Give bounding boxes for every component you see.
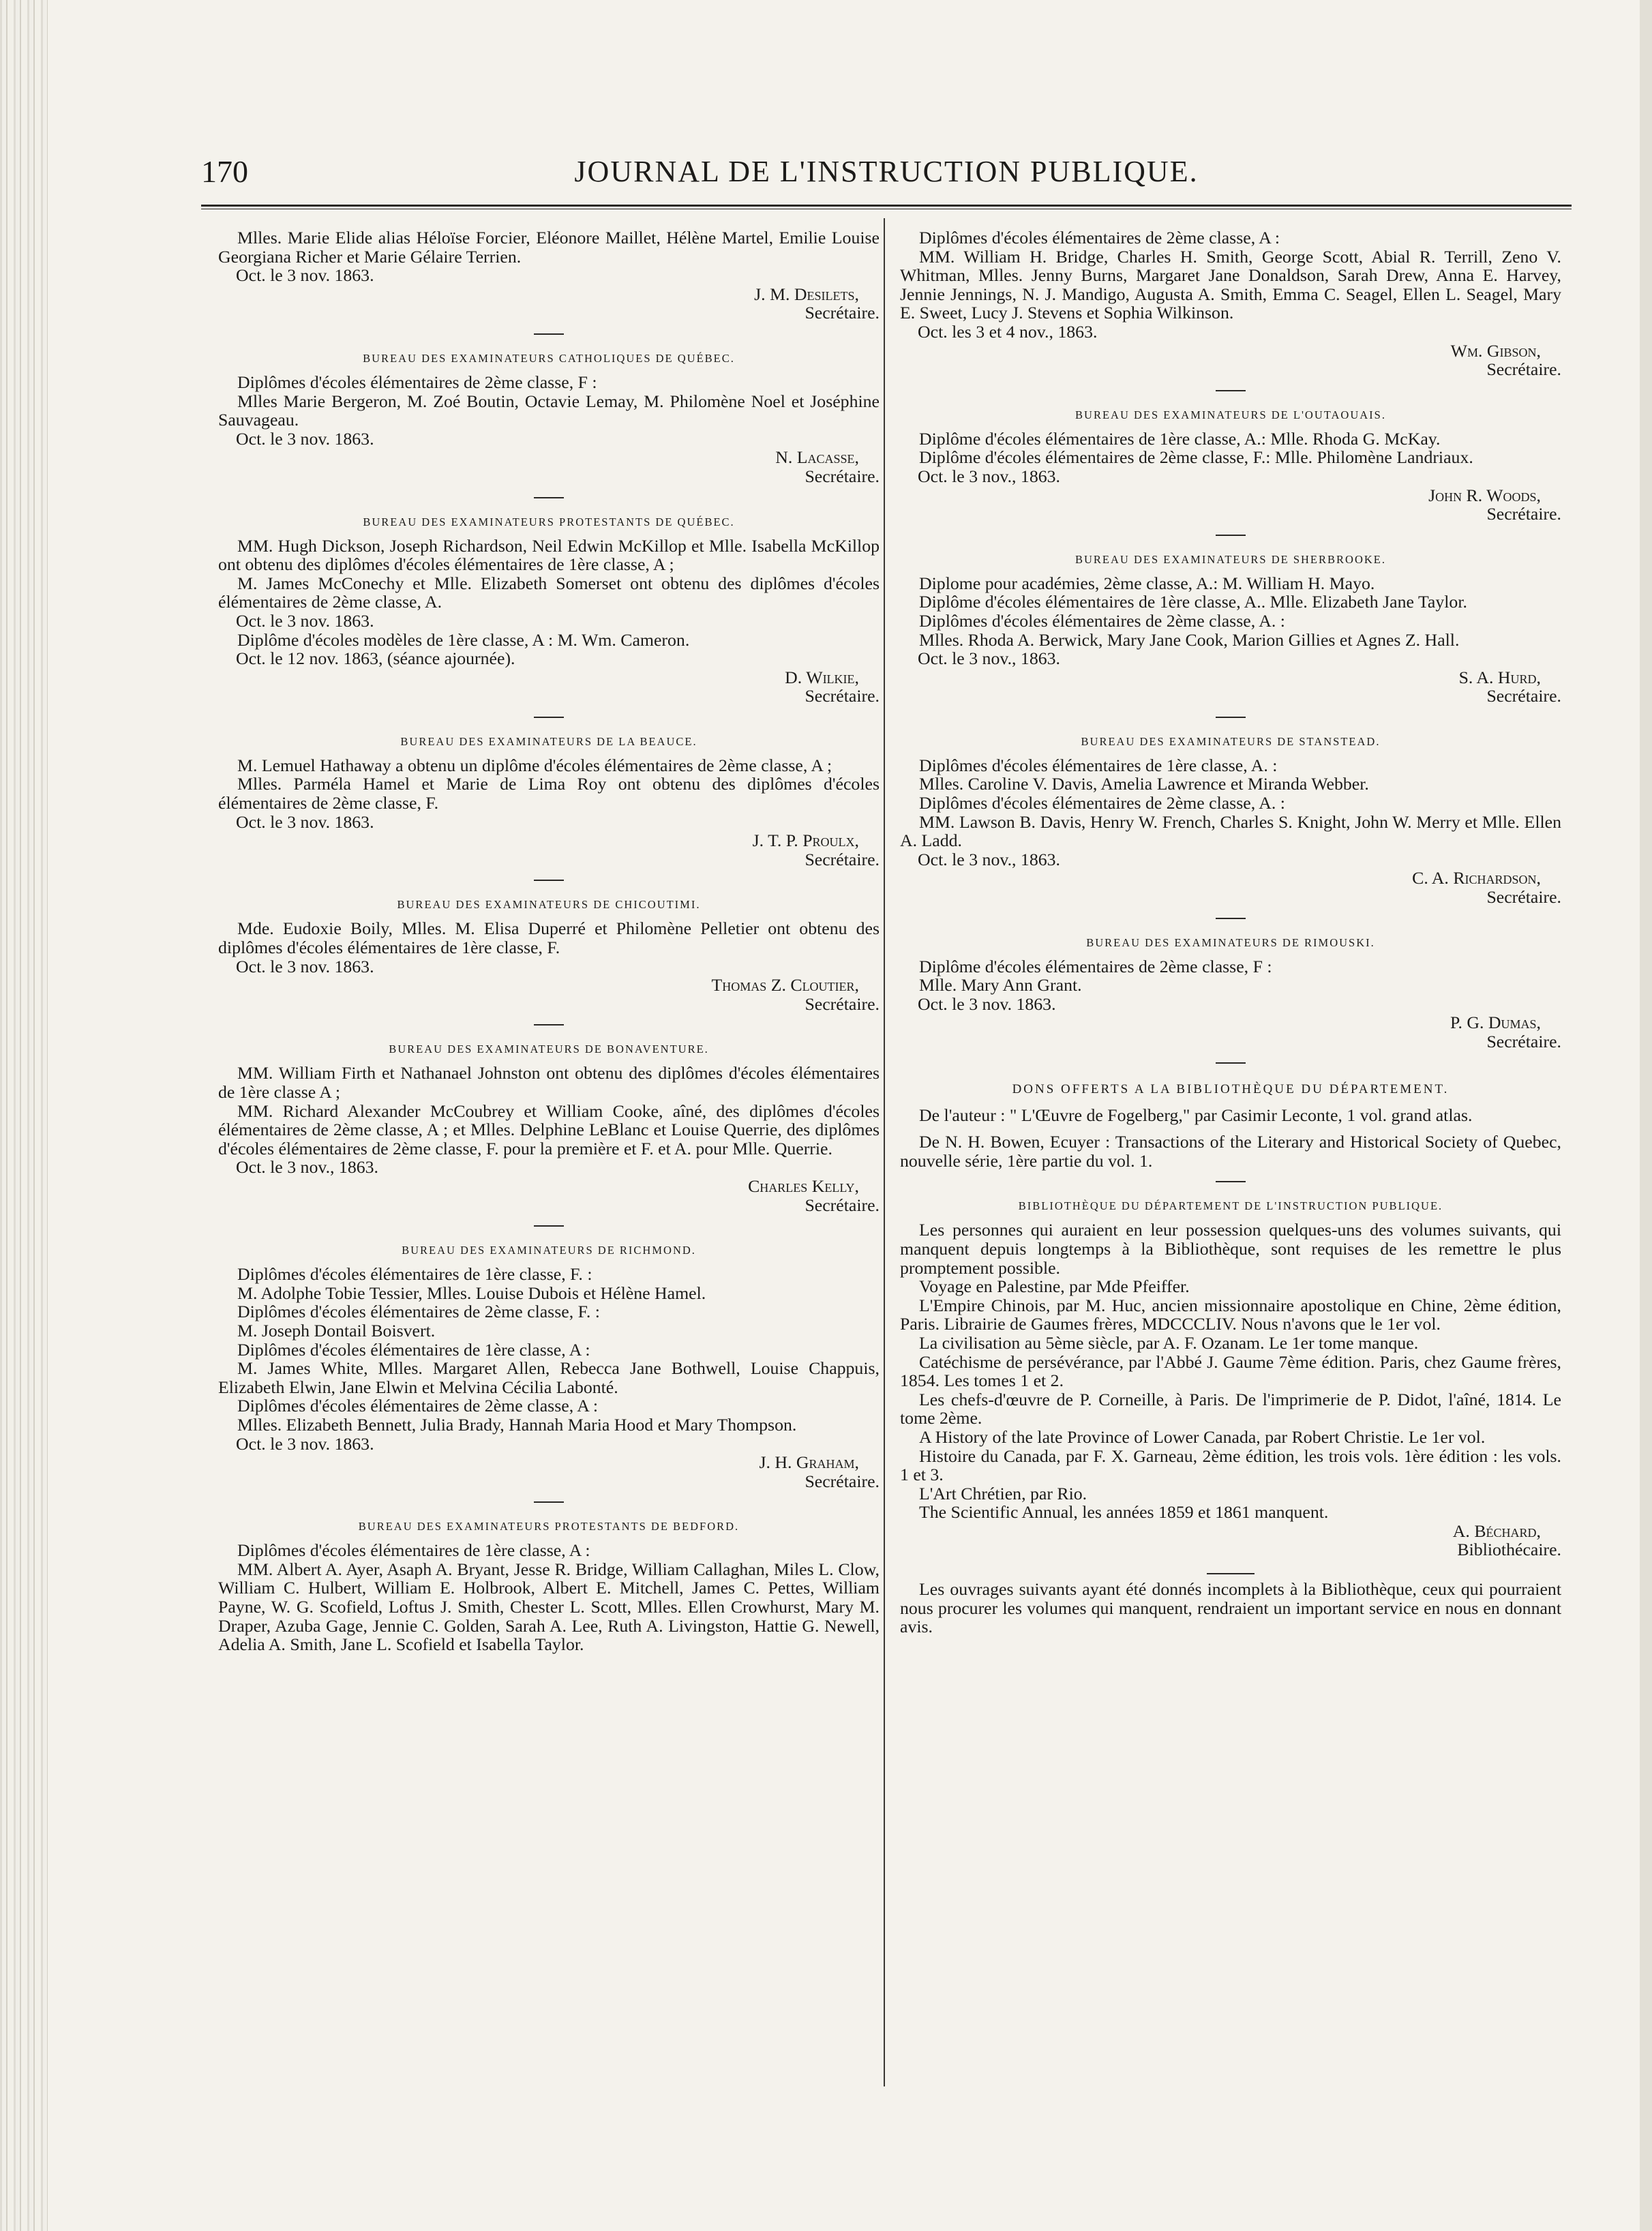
- journal-title: JOURNAL DE L'INSTRUCTION PUBLIQUE.: [574, 155, 1199, 188]
- date-line: Oct. le 3 nov., 1863.: [918, 648, 1060, 669]
- signature-title: Secrétaire.: [1486, 887, 1561, 908]
- paragraph: Diplôme d'écoles élémentaires de 2ème classe, F :: [919, 956, 1272, 976]
- section-heading: BUREAU DES EXAMINATEURS DE LA BEAUCE.: [400, 734, 697, 748]
- page-edge-left: [0, 0, 48, 2231]
- paragraph: MM. Lawson B. Davis, Henry W. French, Charles S. Knight, John W. Merry et Mlle. Ellen A. Ladd.: [900, 811, 1561, 851]
- signature: J. T. P. Proulx,: [752, 830, 859, 851]
- paragraph: Diplômes d'écoles élémentaires de 2ème classe, A. :: [919, 793, 1285, 813]
- dons-heading: DONS OFFERTS A LA BIBLIOTHÈQUE DU DÉPARTEMENT.: [1012, 1081, 1450, 1096]
- paragraph: M. James White, Mlles. Margaret Allen, Rebecca Jane Bothwell, Louise Chappuis, Elizabeth Elwin, Jane Elwin et Melvina Cécilia Labonté.: [218, 1358, 880, 1397]
- date-line: Oct. le 3 nov. 1863.: [236, 811, 374, 832]
- section-separator: [1216, 918, 1246, 919]
- signature: Charles Kelly,: [748, 1176, 859, 1196]
- paragraph: Mlles Marie Bergeron, M. Zoé Boutin, Octavie Lemay, M. Philomène Noel et Joséphine Sauvageau.: [218, 391, 880, 430]
- paragraph: L'Empire Chinois, par M. Huc, ancien missionnaire apostolique en Chine, 2ème édition, Paris. Librairie de Gaumes frères, MDCCCLIV. Nous n'avons que le 1er vol.: [900, 1295, 1561, 1334]
- paragraph: De N. H. Bowen, Ecuyer : Transactions of the Literary and Historical Society of Quebec, nouvelle série, 1ère partie du vol. 1.: [900, 1132, 1561, 1171]
- date-line: Oct. le 3 nov., 1863.: [236, 1157, 378, 1178]
- signature-title: Secrétaire.: [805, 303, 880, 323]
- section-heading: BIBLIOTHÈQUE DU DÉPARTEMENT DE L'INSTRUCTION PUBLIQUE.: [1018, 1199, 1443, 1213]
- paragraph: MM. Hugh Dickson, Joseph Richardson, Neil Edwin McKillop et Mlle. Isabella McKillop ont obtenu des diplômes d'écoles élémentaires de 1ère classe, A ;: [218, 535, 880, 575]
- paragraph: M. Lemuel Hathaway a obtenu un diplôme d'écoles élémentaires de 2ème classe, A ;: [237, 755, 832, 775]
- paragraph: Diplômes d'écoles élémentaires de 2ème classe, F :: [237, 372, 597, 392]
- section-heading: BUREAU DES EXAMINATEURS DE L'OUTAOUAIS.: [1075, 408, 1386, 421]
- paragraph: Les ouvrages suivants ayant été donnés incomplets à la Bibliothèque, ceux qui pourraient nous procurer les volumes qui manquent, rendraient un important service en nous en donnant avis.: [900, 1579, 1561, 1637]
- paragraph: Les personnes qui auraient en leur possession quelques-uns des volumes suivants, qui manquent depuis longtemps à la Bibliothèque, sont requises de les remettre le plus promptement possible.: [900, 1220, 1561, 1278]
- paragraph: Diplômes d'écoles élémentaires de 2ème classe, F. :: [237, 1302, 600, 1322]
- paragraph: Diplôme d'écoles élémentaires de 2ème classe, F.: Mlle. Philomène Landriaux.: [919, 447, 1473, 468]
- section-separator: [534, 497, 564, 498]
- signature: S. A. Hurd,: [1458, 667, 1541, 687]
- paragraph: MM. William Firth et Nathanael Johnston ont obtenu des diplômes d'écoles élémentaires de 1ère classe A ;: [218, 1063, 880, 1102]
- section-heading: BUREAU DES EXAMINATEURS PROTESTANTS DE BEDFORD.: [358, 1520, 740, 1533]
- signature: C. A. Richardson,: [1412, 868, 1541, 888]
- paragraph: Diplômes d'écoles élémentaires de 1ère classe, F. :: [237, 1264, 592, 1285]
- section-separator: [534, 1501, 564, 1503]
- date-line: Oct. les 3 et 4 nov., 1863.: [918, 321, 1098, 342]
- paragraph: Diplômes d'écoles élémentaires de 1ère classe, A :: [237, 1540, 590, 1561]
- signature-title: Secrétaire.: [805, 993, 880, 1014]
- date-line: Oct. le 3 nov. 1863.: [236, 1433, 374, 1454]
- paragraph: Voyage en Palestine, par Mde Pfeiffer.: [919, 1276, 1190, 1297]
- page-header: [201, 151, 1572, 192]
- signature-title: Secrétaire.: [805, 1195, 880, 1215]
- section-separator: [534, 1024, 564, 1025]
- signature-title: Secrétaire.: [1486, 359, 1561, 380]
- paragraph: MM. Albert A. Ayer, Asaph A. Bryant, Jesse R. Bridge, William Callaghan, Miles L. Clow, William C. Hulbert, William E. Holbrook, Albert E. Mitchell, James C. Pettes, William Payne, W. G. Scofield, Loftus J. Smith, Chester L. Scott, Mlles. Ellen Crowhurst, Mary M. Draper, Azuba Gage, Jennie C. Golden, Sarah A. Lee, Ruth A. Livingston, Hattie G. Newell, Adelia A. Smith, Jane L. Scofield et Isabella Taylor.: [218, 1559, 880, 1655]
- signature: Wm. Gibson,: [1450, 340, 1541, 361]
- paragraph: M. Adolphe Tobie Tessier, Mlles. Louise Dubois et Hélène Hamel.: [237, 1283, 706, 1303]
- section-separator: [1216, 1062, 1246, 1064]
- signature: J. M. Desilets,: [754, 284, 859, 304]
- signature: A. Béchard,: [1452, 1521, 1541, 1541]
- paragraph: Catéchisme de persévérance, par l'Abbé J. Gaume 7ème édition. Paris, chez Gaume frères, 1854. Les tomes 1 et 2.: [900, 1351, 1561, 1391]
- signature: P. G. Dumas,: [1450, 1013, 1541, 1033]
- section-heading: BUREAU DES EXAMINATEURS DE CHICOUTIMI.: [397, 898, 701, 912]
- section-separator: [1207, 1573, 1255, 1574]
- section-heading: BUREAU DES EXAMINATEURS PROTESTANTS DE QUÉBEC.: [363, 515, 735, 528]
- signature-title: Bibliothécaire.: [1457, 1540, 1561, 1560]
- paragraph: Diplômes d'écoles élémentaires de 2ème classe, A :: [919, 228, 1280, 248]
- signature-title: Secrétaire.: [1486, 1032, 1561, 1051]
- page-number: 170: [201, 154, 248, 189]
- paragraph: Diplôme d'écoles élémentaires de 1ère classe, A.: Mlle. Rhoda G. McKay.: [919, 428, 1441, 449]
- paragraph: Les chefs-d'œuvre de P. Corneille, à Paris. De l'imprimerie de P. Didot, l'aîné, 1814. Le tome 2ème.: [900, 1389, 1561, 1428]
- paragraph: M. James McConechy et Mlle. Elizabeth Somerset ont obtenu des diplômes d'écoles élémentaires de 2ème classe, A.: [218, 573, 880, 612]
- right-column: [900, 228, 1561, 1636]
- paragraph: M. Joseph Dontail Boisvert.: [237, 1320, 436, 1341]
- signature-title: Secrétaire.: [805, 466, 880, 486]
- signature: N. Lacasse,: [775, 447, 859, 468]
- signature: John R. Woods,: [1428, 485, 1541, 505]
- section-heading: BUREAU DES EXAMINATEURS DE STANSTEAD.: [1081, 734, 1381, 748]
- date-line: Oct. le 3 nov. 1863.: [236, 428, 374, 449]
- signature-title: Secrétaire.: [805, 1471, 880, 1491]
- signature: J. H. Graham,: [759, 1452, 859, 1473]
- paragraph: Diplome pour académies, 2ème classe, A.: M. William H. Mayo.: [919, 573, 1375, 593]
- header-rule: [201, 205, 1572, 209]
- paragraph: MM. Richard Alexander McCoubrey et William Cooke, aîné, des diplômes d'écoles élémentaires de 2ème classe, A ; et Mlles. Delphine LeBlanc et Louise Querrie, des diplômes d'écoles élémentaires de 2ème classe, F. pour la première et F. et A. pour Mlle. Querrie.: [218, 1100, 880, 1158]
- paragraph: Diplômes d'écoles élémentaires de 1ère classe, A. :: [919, 755, 1278, 775]
- paragraph: Mlles. Marie Elide alias Héloïse Forcier, Eléonore Maillet, Hélène Martel, Emilie Louise Georgiana Richer et Marie Gélaire Terrien.: [218, 228, 880, 267]
- date-line: Oct. le 3 nov. 1863.: [918, 993, 1056, 1014]
- signature: D. Wilkie,: [785, 667, 859, 687]
- paragraph: Mlles. Parméla Hamel et Marie de Lima Roy ont obtenu des diplômes d'écoles élémentaires de 2ème classe, F.: [218, 774, 880, 813]
- section-heading: BUREAU DES EXAMINATEURS DE SHERBROOKE.: [1075, 552, 1386, 566]
- paragraph: A History of the late Province of Lower Canada, par Robert Christie. Le 1er vol.: [919, 1426, 1486, 1447]
- page-edge-right: [1640, 0, 1652, 2231]
- paragraph: Diplômes d'écoles élémentaires de 1ère classe, A :: [237, 1339, 590, 1360]
- section-heading: BUREAU DES EXAMINATEURS CATHOLIQUES DE QUÉBEC.: [363, 351, 735, 365]
- date-line: Oct. le 3 nov. 1863.: [236, 956, 374, 976]
- paragraph: Histoire du Canada, par F. X. Garneau, 2ème édition, les trois vols. 1ère édition : les vols. 1 et 3.: [900, 1446, 1561, 1485]
- date-line: Oct. le 3 nov., 1863.: [918, 849, 1060, 869]
- signature-title: Secrétaire.: [805, 849, 880, 869]
- paragraph: Mlles. Caroline V. Davis, Amelia Lawrence et Miranda Webber.: [919, 774, 1369, 794]
- paragraph: Mde. Eudoxie Boily, Mlles. M. Elisa Duperré et Philomène Pelletier ont obtenu des diplômes d'écoles élémentaires de 1ère classe, F.: [218, 918, 880, 958]
- signature-title: Secrétaire.: [1486, 504, 1561, 524]
- date-line: Oct. le 3 nov. 1863.: [236, 265, 374, 286]
- paragraph: Diplôme d'écoles élémentaires de 1ère classe, A.. Mlle. Elizabeth Jane Taylor.: [919, 592, 1467, 612]
- section-heading: BUREAU DES EXAMINATEURS DE BONAVENTURE.: [389, 1043, 709, 1056]
- section-separator: [534, 1225, 564, 1227]
- section-heading: BUREAU DES EXAMINATEURS DE RIMOUSKI.: [1086, 935, 1375, 949]
- paragraph: The Scientific Annual, les années 1859 et 1861 manquent.: [919, 1502, 1329, 1523]
- paragraph: L'Art Chrétien, par Rio.: [919, 1483, 1087, 1503]
- signature: Thomas Z. Cloutier,: [711, 975, 859, 995]
- date-line: Oct. le 12 nov. 1863, (séance ajournée).: [236, 648, 515, 669]
- left-column: [218, 228, 880, 1654]
- section-separator: [1216, 535, 1246, 536]
- section-separator: [534, 880, 564, 881]
- paragraph: La civilisation au 5ème siècle, par A. F. Ozanam. Le 1er tome manque.: [919, 1332, 1419, 1353]
- section-heading: BUREAU DES EXAMINATEURS DE RICHMOND.: [402, 1244, 696, 1257]
- column-divider: [884, 218, 885, 2086]
- signature-title: Secrétaire.: [1486, 686, 1561, 706]
- paragraph: Diplômes d'écoles élémentaires de 2ème classe, A. :: [919, 610, 1285, 631]
- paragraph: De l'auteur : " L'Œuvre de Fogelberg," par Casimir Leconte, 1 vol. grand atlas.: [919, 1105, 1473, 1125]
- section-separator: [1216, 717, 1246, 718]
- paragraph: Mlles. Elizabeth Bennett, Julia Brady, Hannah Maria Hood et Mary Thompson.: [237, 1414, 797, 1435]
- paragraph: Diplôme d'écoles modèles de 1ère classe, A : M. Wm. Cameron.: [237, 629, 690, 650]
- section-separator: [1216, 1181, 1246, 1182]
- section-separator: [534, 333, 564, 335]
- paragraph: MM. William H. Bridge, Charles H. Smith, George Scott, Abial R. Terrill, Zeno V. Whitman, Mlles. Jenny Burns, Margaret Jane Donaldson, Sarah Drew, Anna E. Harvey, Jennie Jennings, N. J. Mandigo, Augusta A. Smith, Emma C. Seagel, Ellen L. Seagel, Mary E. Sweet, Lucy J. Stevens et Sophia Wilkinson.: [900, 246, 1561, 323]
- paragraph: Diplômes d'écoles élémentaires de 2ème classe, A :: [237, 1396, 599, 1416]
- paragraph: Mlles. Rhoda A. Berwick, Mary Jane Cook, Marion Gillies et Agnes Z. Hall.: [919, 629, 1460, 650]
- signature-title: Secrétaire.: [805, 686, 880, 706]
- date-line: Oct. le 3 nov., 1863.: [918, 466, 1060, 486]
- paragraph: Mlle. Mary Ann Grant.: [919, 975, 1082, 995]
- section-separator: [1216, 390, 1246, 391]
- section-separator: [534, 717, 564, 718]
- date-line: Oct. le 3 nov. 1863.: [236, 610, 374, 631]
